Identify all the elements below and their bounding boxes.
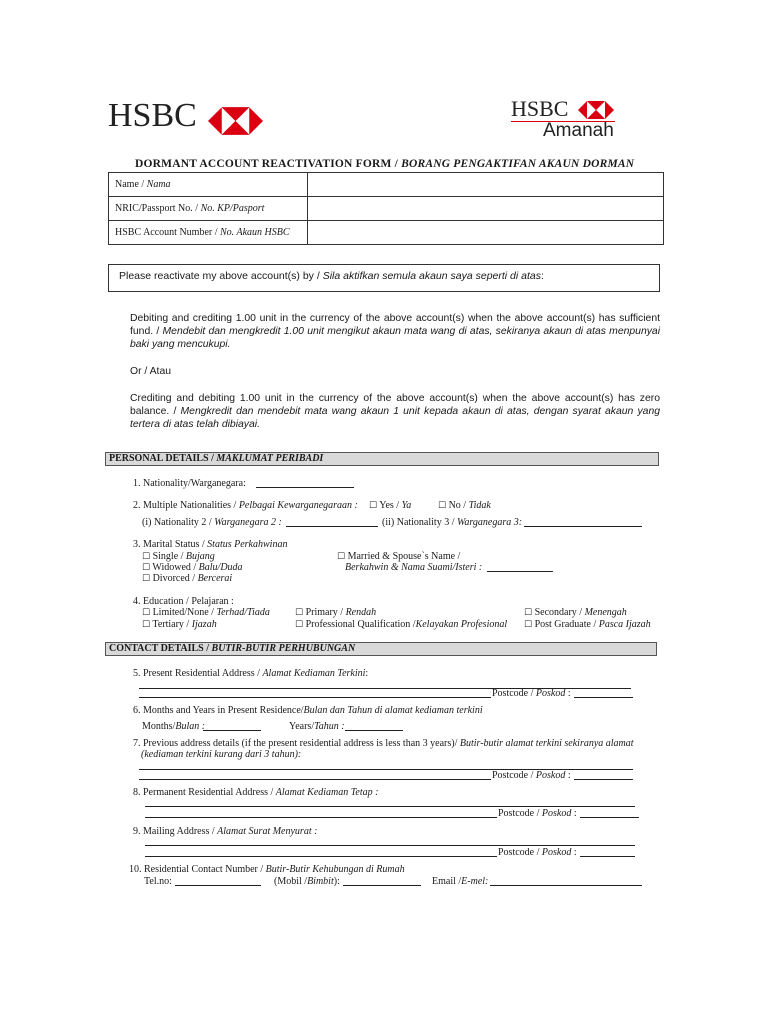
present-address-line-2[interactable] (139, 697, 491, 698)
checkbox-icon[interactable]: ☐ (438, 501, 447, 511)
mailing-address-line-2[interactable] (145, 856, 497, 857)
months-label: Months/Bulan : (142, 721, 206, 732)
edu-tertiary-option[interactable]: ☐ Tertiary / Ijazah (142, 619, 217, 630)
contact-number-label: 10. Residential Contact Number / Butir-Butir Kehubungan di Rumah (129, 864, 405, 875)
checkbox-icon[interactable]: ☐ (142, 574, 151, 584)
marital-status-label: 3. Marital Status / Status Perkahwinan (133, 539, 288, 550)
hsbc-logo (108, 97, 268, 137)
nationality-2-label: (i) Nationality 2 / Warganegara 2 : (142, 517, 282, 528)
checkbox-icon[interactable]: ☐ (295, 620, 304, 630)
permanent-postcode-field[interactable] (580, 817, 639, 818)
edu-professional-option[interactable]: ☐ Professional Qualification /Kelayakan Profesional (295, 619, 508, 630)
checkbox-icon[interactable]: ☐ (524, 620, 533, 630)
mailing-address-label: 9. Mailing Address / Alamat Surat Menyurat : (133, 826, 318, 837)
account-number-label: HSBC Account Number / No. Akaun HSBC (109, 221, 308, 245)
nationality-3-field[interactable] (524, 526, 642, 527)
edu-postgraduate-option[interactable]: ☐ Post Graduate / Pasca Ijazah (524, 619, 651, 630)
marital-divorced-option[interactable]: ☐ Divorced / Bercerai (142, 573, 233, 584)
marital-married-option[interactable]: ☐ Married & Spouse`s Name / (337, 551, 461, 562)
months-field[interactable] (203, 730, 261, 731)
previous-postcode-label: Postcode / Poskod : (492, 770, 571, 781)
or-separator: Or / Atau (130, 366, 172, 377)
edu-secondary-option[interactable]: ☐ Secondary / Menengah (524, 607, 627, 618)
mailing-postcode-label: Postcode / Poskod : (498, 847, 577, 858)
checkbox-icon[interactable]: ☐ (524, 608, 533, 618)
permanent-address-line-1[interactable] (145, 806, 635, 807)
checkbox-icon[interactable]: ☐ (142, 563, 151, 573)
mailing-address-line-1[interactable] (145, 845, 635, 846)
mobile-label: (Mobil /Bimbit): (274, 876, 340, 887)
hsbc-amanah-logo (511, 96, 631, 146)
checkbox-icon[interactable]: ☐ (142, 620, 151, 630)
permanent-postcode-label: Postcode / Poskod : (498, 808, 577, 819)
permanent-address-label: 8. Permanent Residential Address / Alamat Kediaman Tetap : (133, 787, 379, 798)
nric-label: NRIC/Passport No. / No. KP/Pasport (109, 197, 308, 221)
edu-primary-option[interactable]: ☐ Primary / Rendah (295, 607, 377, 618)
spouse-name-label: Berkahwin & Nama Suami/Isteri : (345, 562, 483, 573)
hexagon-logo-icon (208, 107, 263, 135)
present-address-label: 5. Present Residential Address / Alamat Kediaman Terkini: (133, 668, 369, 679)
edu-limited-option[interactable]: ☐ Limited/None / Terhad/Tiada (142, 607, 270, 618)
checkbox-icon[interactable]: ☐ (295, 608, 304, 618)
hsbc-amanah-logo-text: HSBC (511, 96, 569, 121)
multiple-nationalities-label: 2. Multiple Nationalities / Pelbagai Kewarganegaraan : (133, 500, 358, 511)
permanent-address-line-2[interactable] (145, 817, 497, 818)
name-label: Name / Nama (109, 173, 308, 197)
previous-address-line-2[interactable] (139, 779, 491, 780)
tel-no-label: Tel.no: (144, 876, 172, 887)
contact-details-header: CONTACT DETAILS / BUTIR-BUTIR PERHUBUNGAN (105, 642, 657, 656)
name-field[interactable] (308, 173, 664, 197)
nric-field[interactable] (308, 197, 664, 221)
nationality-3-label: (ii) Nationality 3 / Warganegara 3: (382, 517, 523, 528)
mailing-postcode-field[interactable] (580, 856, 635, 857)
email-field[interactable] (490, 885, 642, 886)
identity-table (108, 172, 664, 245)
form-title-ms: BORANG PENGAKTIFAN AKAUN DORMAN (401, 158, 635, 170)
previous-postcode-field[interactable] (574, 779, 633, 780)
previous-address-label: 7. Previous address details (if the present residential address is less than 3 years)/ Butir-butir alamat terkini sekiranya alamat (133, 738, 634, 749)
checkbox-icon[interactable]: ☐ (369, 501, 378, 511)
amanah-text: Amanah (543, 120, 614, 141)
marital-single-option[interactable]: ☐ Single / Bujang (142, 551, 215, 562)
option-debit-credit: Debiting and crediting 1.00 unit in the currency of the above account(s) when the above account(s) has sufficient fund. / Mendebit dan mengkredit 1.00 unit mengikut akaun mata wang di atas, sekiranya akaun di atas menpunyai baki yang mencukupi. (130, 313, 661, 350)
form-title (135, 158, 634, 170)
years-label: Years/Tahun : (289, 721, 345, 732)
amanah-hexagon-icon (578, 101, 614, 119)
education-label: 4. Education / Pelajaran : (133, 596, 234, 607)
present-postcode-field[interactable] (574, 697, 633, 698)
checkbox-icon[interactable]: ☐ (142, 552, 151, 562)
years-field[interactable] (345, 730, 403, 731)
months-years-label: 6. Months and Years in Present Residence/Bulan dan Tahun di alamat kediaman terkini (133, 705, 483, 716)
nationality-2-field[interactable] (286, 526, 378, 527)
spouse-name-field[interactable] (487, 571, 553, 572)
form-title-en: DORMANT ACCOUNT REACTIVATION FORM / (135, 158, 402, 170)
hsbc-logo-text: HSBC (108, 97, 197, 134)
marital-widowed-option[interactable]: ☐ Widowed / Balu/Duda (142, 562, 243, 573)
previous-address-label-2: (kediaman terkini kurang dari 3 tahun): (141, 749, 302, 760)
reactivate-instruction: Please reactivate my above account(s) by / Sila aktifkan semula akaun saya seperti di atas: (108, 264, 660, 292)
option-credit-debit: Crediting and debiting 1.00 unit in the currency of the above account(s) when the above account(s) has zero balance. / Mengkredit dan mendebit mata wang akaun 1 unit kepada akaun di atas, dengan syarat akaun yang tertera di atas telah dibiayai. (130, 393, 660, 430)
tel-no-field[interactable] (175, 885, 261, 886)
nationality-label: 1. Nationality/Warganegara: (133, 478, 246, 489)
table-row (109, 221, 664, 245)
email-label: Email /E-mel: (432, 876, 489, 887)
multi-nat-yes-option[interactable]: ☐ Yes / Ya (369, 500, 412, 511)
table-row (109, 197, 664, 221)
account-number-field[interactable] (308, 221, 664, 245)
checkbox-icon[interactable]: ☐ (142, 608, 151, 618)
present-postcode-label: Postcode / Poskod : (492, 688, 571, 699)
checkbox-icon[interactable]: ☐ (337, 552, 346, 562)
table-row (109, 173, 664, 197)
nationality-field[interactable] (256, 487, 354, 488)
mobile-field[interactable] (343, 885, 421, 886)
multi-nat-no-option[interactable]: ☐ No / Tidak (438, 500, 491, 511)
personal-details-header: PERSONAL DETAILS / MAKLUMAT PERIBADI (105, 452, 659, 466)
